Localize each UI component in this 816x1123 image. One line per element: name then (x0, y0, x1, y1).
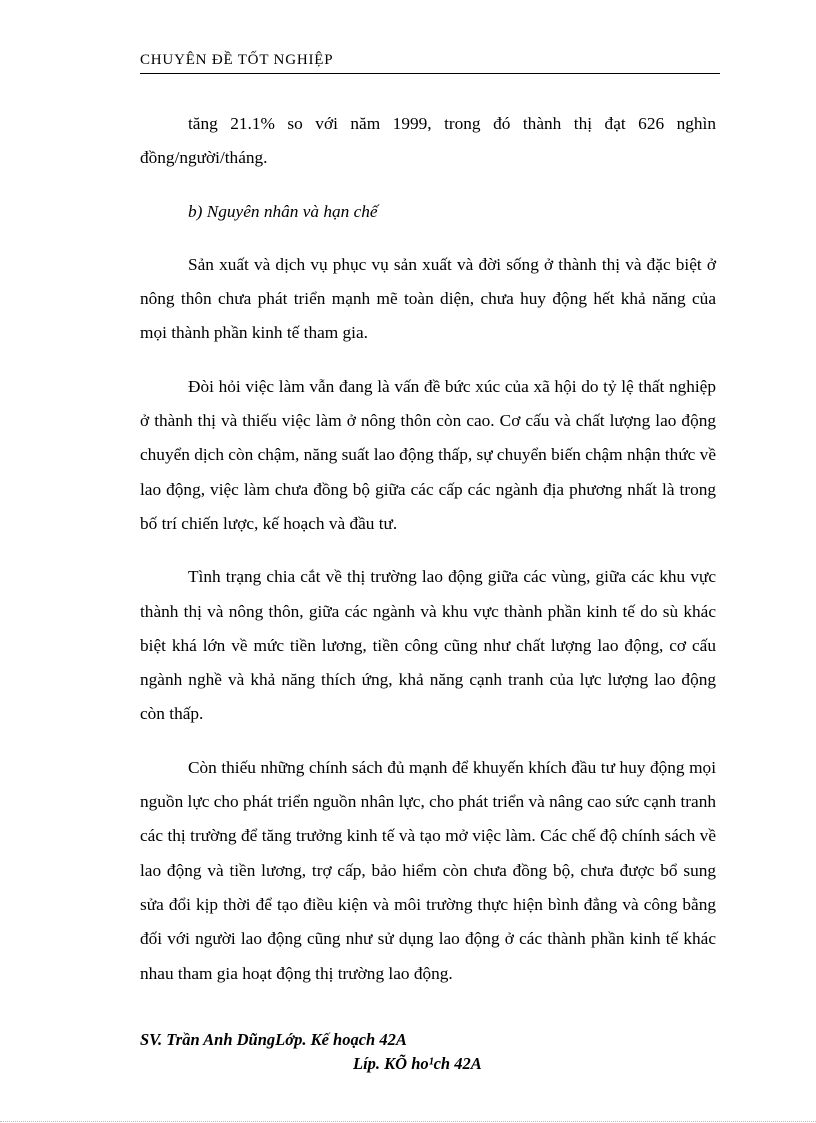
paragraph-labor-market: Tình trạng chia cắt về thị trường lao động giữa các vùng, giữa các khu vực thành thị và nông thôn, giữa các ngành và khu vực thành phần kinh tế do sù khác biệt khá lớn về mức tiền lương, tiền công cũng như chất lượng lao động, cơ cấu ngành nghề và khả năng thích ứng, khả năng cạnh tranh của lực lượng lao động còn thấp. (140, 567, 716, 724)
page-header (140, 52, 720, 74)
paragraph-production: Sản xuất và dịch vụ phục vụ sản xuất và đời sống ở thành thị và đặc biệt ở nông thôn chưa phát triển mạnh mẽ toàn diện, chưa huy động hết khả năng của mọi thành phần kinh tế tham gia. (140, 254, 716, 343)
footer-author-line: SV. Trần Anh DũngLớp. Kế hoạch 42A (140, 1030, 407, 1049)
page-footer (140, 1028, 720, 1076)
section-subheading: b) Nguyên nhân và hạn chế (188, 201, 378, 221)
footer-class-line: Líp. KÕ ho¹ch 42A (353, 1054, 482, 1073)
document-body (140, 107, 716, 1010)
paragraph-continuation: tăng 21.1% so với năm 1999, trong đó thành thị đạt 626 nghìn đồng/người/tháng. (140, 114, 716, 168)
page-bottom-divider (0, 1121, 816, 1122)
paragraph-policy: Còn thiếu những chính sách đủ mạnh để khuyến khích đầu tư huy động mọi nguồn lực cho phát triển nguồn nhân lực, cho phát triển và nâng cao sức cạnh tranh các thị trường để tăng trưởng kinh tế và tạo mở việc làm. Các chế độ chính sách về lao động và tiền lương, trợ cấp, bảo hiểm còn chưa đồng bộ, chưa được bổ sung sửa đổi kịp thời để tạo điều kiện và môi trường thực hiện bình đẳng và công bằng đối với người lao động cũng như sử dụng lao động ở các thành phần kinh tế khác nhau tham gia hoạt động thị trường lao động. (140, 757, 716, 983)
header-title: CHUYÊN ĐỀ TỐT NGHIỆP (140, 52, 334, 68)
paragraph-employment: Đòi hỏi việc làm vẫn đang là vấn đề bức xúc của xã hội do tỷ lệ thất nghiệp ở thành thị và thiếu việc làm ở nông thôn còn cao. Cơ cấu và chất lượng lao động chuyển dịch còn chậm, năng suất lao động thấp, sự chuyển biến chậm nhận thức về lao động, việc làm chưa đồng bộ giữa các cấp các ngành địa phương nhất là trong bố trí chiến lược, kế hoạch và đầu tư. (140, 376, 716, 533)
